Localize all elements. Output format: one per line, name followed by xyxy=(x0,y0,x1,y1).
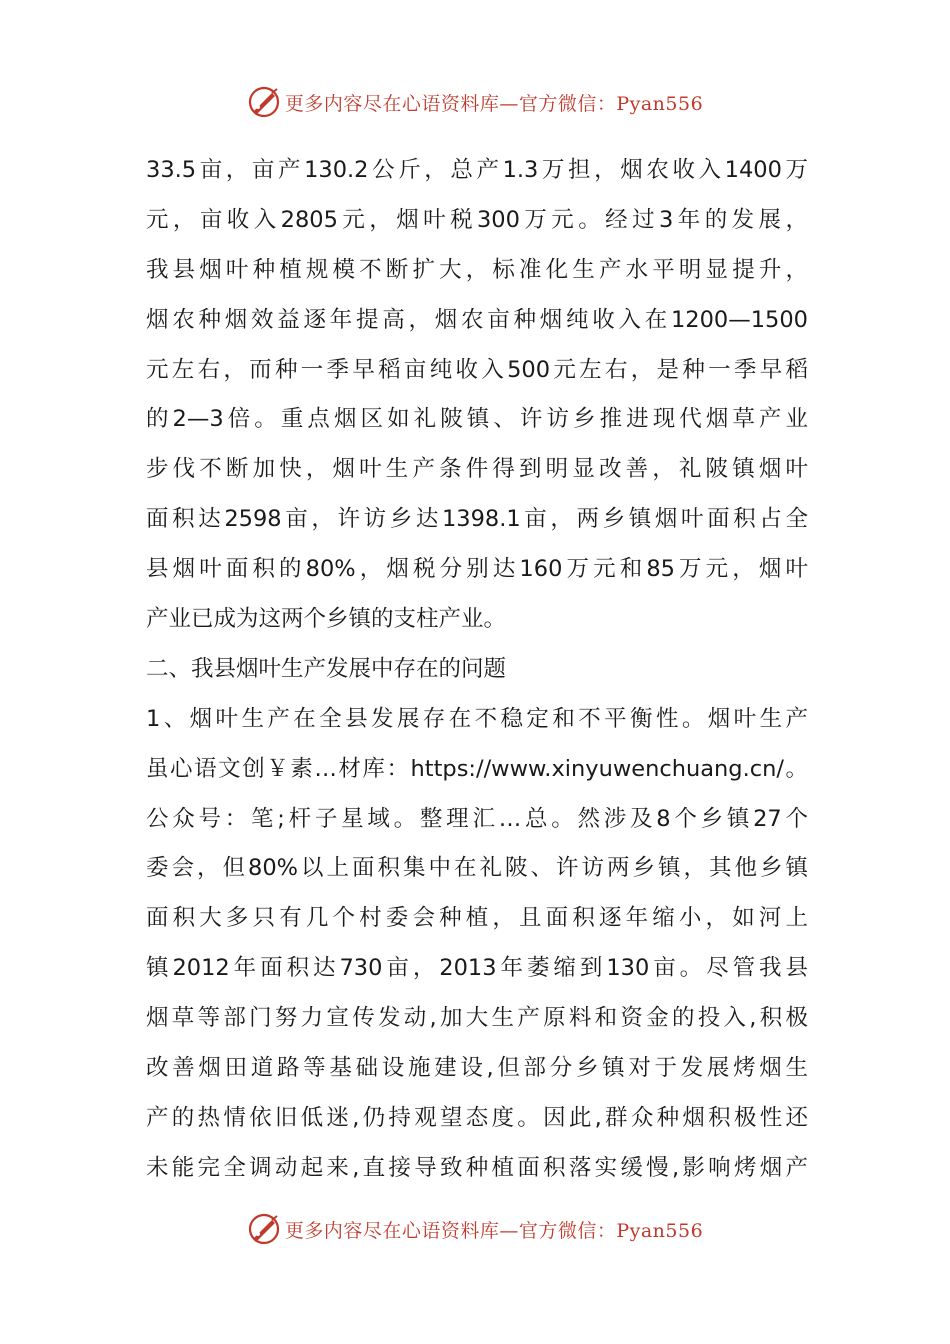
text-line: 公众号：笔;杆子星域。整理汇…总。然涉及8个乡镇27个 xyxy=(146,805,808,832)
text-line: 1、烟叶生产在全县发展存在不稳定和不平衡性。烟叶生产 xyxy=(146,705,808,732)
text-line: 委会，但80%以上面积集中在礼陂、许访两乡镇，其他乡镇 xyxy=(146,855,808,882)
text-line: 的2—3倍。重点烟区如礼陂镇、许访乡推进现代烟草产业 xyxy=(146,406,808,433)
text-line-with-link: 虽心语文创￥素…材库：https://www.xinyuwenchuang.cn/。 xyxy=(146,755,808,782)
header-watermark xyxy=(0,82,950,122)
section-heading: 二、我县烟叶生产发展中存在的问题 xyxy=(146,655,507,682)
text-line: 产的热情依旧低迷,仍持观望态度。因此,群众种烟积极性还 xyxy=(146,1104,808,1131)
quill-logo-icon xyxy=(247,1212,281,1246)
text-line: 改善烟田道路等基础设施建设,但部分乡镇对于发展烤烟生 xyxy=(146,1055,808,1082)
watermark-text: 更多内容尽在心语资料库—官方微信：Pyan556 xyxy=(284,1219,704,1242)
text-line: 面积达2598亩，许访乡达1398.1亩，两乡镇烟叶面积占全 xyxy=(146,506,808,533)
watermark-text: 更多内容尽在心语资料库—官方微信：Pyan556 xyxy=(284,92,704,115)
quill-logo-icon xyxy=(247,85,281,119)
text-line: 步伐不断加快，烟叶生产条件得到明显改善，礼陂镇烟叶 xyxy=(146,456,808,483)
text-line: 我县烟叶种植规模不断扩大，标准化生产水平明显提升， xyxy=(146,256,808,283)
text-line: 面积大多只有几个村委会种植，且面积逐年缩小，如河上 xyxy=(146,905,808,932)
text-line: 烟草等部门努力宣传发动,加大生产原料和资金的投入,积极 xyxy=(146,1005,808,1032)
text-line: 元左右，而种一季早稻亩纯收入500元左右，是种一季早稻 xyxy=(146,356,808,383)
text-line: 33.5亩，亩产130.2公斤，总产1.3万担，烟农收入1400万 xyxy=(146,157,808,183)
text-line: 烟农种烟效益逐年提高，烟农亩种烟纯收入在1200—1500 xyxy=(146,306,808,333)
text-line: 县烟叶面积的80%，烟税分别达160万元和85万元，烟叶 xyxy=(146,556,808,583)
footer-watermark xyxy=(0,1209,950,1249)
text-line: 未能完全调动起来,直接导致种植面积落实缓慢,影响烤烟产 xyxy=(146,1154,808,1181)
text-line: 镇2012年面积达730亩，2013年萎缩到130亩。尽管我县 xyxy=(146,955,808,982)
document-body xyxy=(146,146,808,1194)
paragraph-end-line: 产业已成为这两个乡镇的支柱产业。 xyxy=(146,606,507,633)
text-line: 元，亩收入2805元，烟叶税300万元。经过3年的发展， xyxy=(146,206,808,233)
